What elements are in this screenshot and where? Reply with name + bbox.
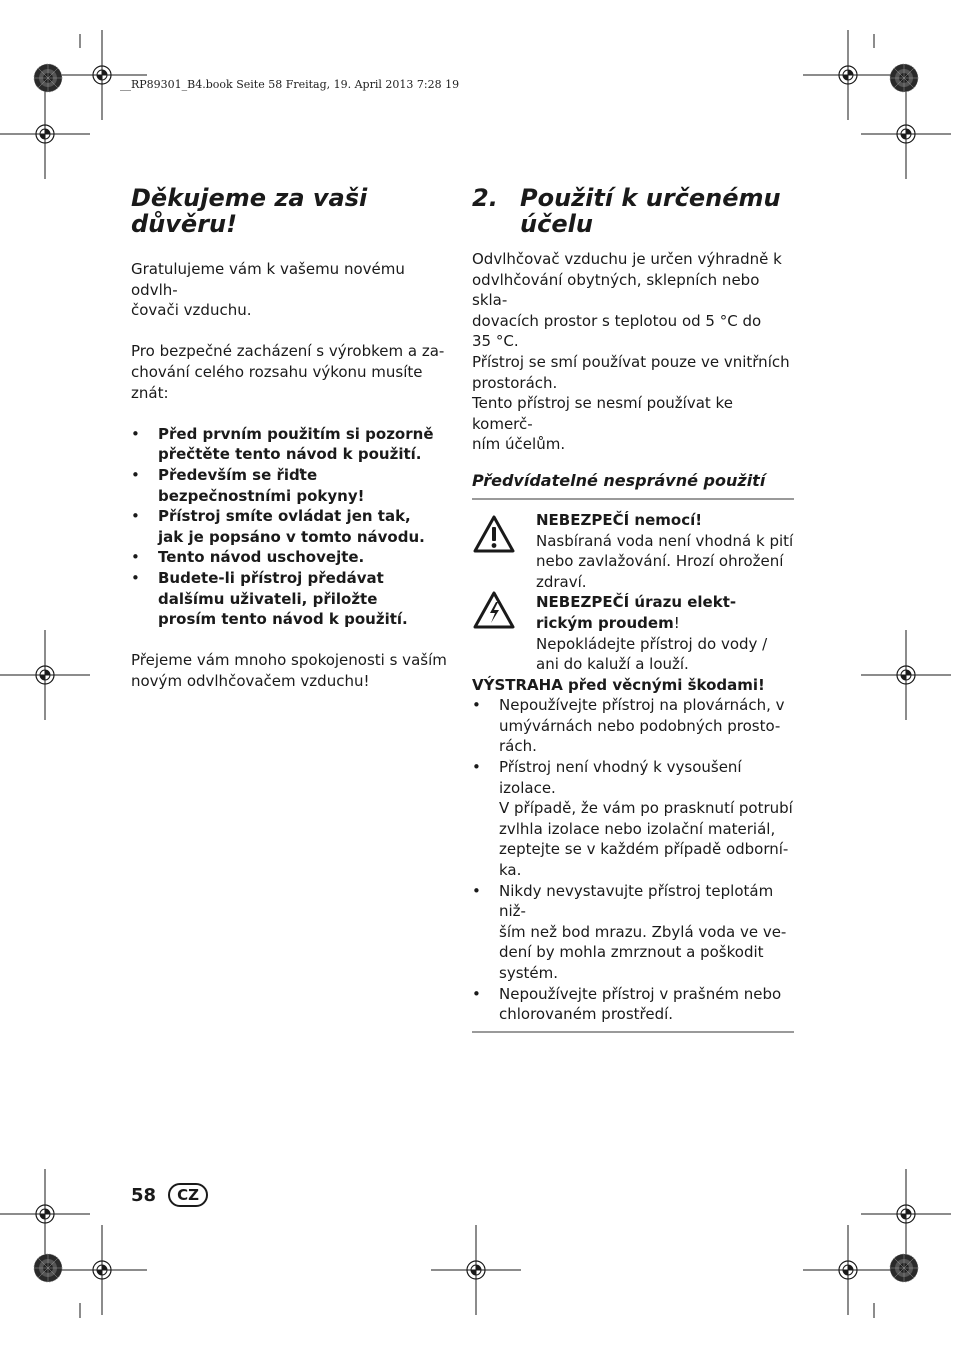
list-item: • Tento návod uschovejte. bbox=[131, 547, 453, 568]
registration-mark-icon bbox=[861, 630, 951, 720]
color-wheel-icon bbox=[890, 1254, 918, 1282]
list-item: • Nikdy nevystavujte přístroj teplotám niž- ším než bod mrazu. Zbylá voda ve ve- dení by mohla zmrznout a poškodit systém. bbox=[472, 881, 794, 984]
bottom-rule bbox=[472, 1031, 794, 1033]
section-title: Použití k určenému účelu bbox=[520, 184, 781, 238]
list-item: • Nepoužívejte přístroj v prašném nebo chlorovaném prostředí. bbox=[472, 984, 794, 1025]
registration-mark-icon bbox=[57, 30, 147, 120]
registration-mark-icon bbox=[0, 1169, 90, 1259]
registration-mark-icon bbox=[861, 1169, 951, 1259]
registration-mark-icon bbox=[57, 1225, 147, 1315]
list-item: • Nepoužívejte přístroj na plovárnách, v umývárnách nebo podobných prosto- rách. bbox=[472, 695, 794, 757]
misuse-subheading: Předvídatelné nesprávné použití bbox=[472, 470, 766, 490]
page-footer bbox=[131, 1183, 208, 1207]
property-damage-title: VÝSTRAHA před věcnými škodami! bbox=[472, 675, 765, 694]
disease-warning: NEBEZPEČÍ nemocí! Nasbíraná voda není vhodná k pití nebo zavlažování. Hrozí ohrožení zdraví. bbox=[472, 510, 794, 592]
intended-use-heading bbox=[472, 185, 794, 237]
thank-you-heading: Děkujeme za vaši důvěru! bbox=[131, 184, 368, 238]
warning-triangle-icon bbox=[472, 510, 536, 592]
list-item: • Budete-li přístroj předávat dalšímu uživateli, přiložte prosím tento návod k použití. bbox=[131, 568, 453, 630]
color-wheel-icon bbox=[34, 64, 62, 92]
property-damage-list bbox=[472, 695, 794, 1025]
key-instructions-list bbox=[131, 424, 453, 630]
country-badge: CZ bbox=[168, 1183, 208, 1207]
registration-mark-icon bbox=[803, 30, 893, 120]
list-item: • Přístroj není vhodný k vysoušení izolace. V případě, že vám po prasknutí potrubí zvlhla izolace nebo izolační materiál, zeptejte se v každém případě odborní- ka. bbox=[472, 757, 794, 881]
list-item: • Před prvním použitím si pozorně přečtěte tento návod k použití. bbox=[131, 424, 453, 465]
electric-warning: NEBEZPEČÍ úrazu elekt- rickým proudem! Nepokládejte přístroj do vody / ani do kaluží a louží. bbox=[472, 592, 794, 674]
right-column bbox=[472, 185, 794, 1033]
registration-mark-icon bbox=[0, 89, 90, 179]
list-item: • Přístroj smíte ovládat jen tak, jak je popsáno v tomto návodu. bbox=[131, 506, 453, 547]
color-wheel-icon bbox=[890, 64, 918, 92]
registration-mark-icon bbox=[803, 1225, 893, 1315]
registration-mark-icon bbox=[861, 89, 951, 179]
warning-title: NEBEZPEČÍ nemocí! bbox=[536, 510, 703, 529]
list-item: • Především se řiďte bezpečnostními pokyny! bbox=[131, 465, 453, 506]
page-number: 58 bbox=[131, 1184, 157, 1206]
section-number: 2. bbox=[472, 184, 498, 212]
electric-hazard-icon bbox=[472, 592, 536, 674]
safety-intro-text: Pro bezpečné zacházení s výrobkem a za- chování celého rozsahu výkonu musíte znát: bbox=[131, 342, 445, 402]
color-wheel-icon bbox=[34, 1254, 62, 1282]
registration-mark-icon bbox=[431, 1225, 521, 1315]
intended-use-text: Odvlhčovač vzduchu je určen výhradně k odvlhčování obytných, sklepních nebo skla- dovacích prostor s teplotou od 5 °C do 35 °C. Přístroj se smí používat pouze ve vnitřních prostorách. Tento přístroj se nesmí používat ke komerč- ním účelům. bbox=[472, 250, 790, 454]
top-rule bbox=[472, 498, 794, 500]
print-file-info: __RP89301_B4.book Seite 58 Freitag, 19. April 2013 7:28 19 bbox=[120, 78, 460, 91]
registration-mark-icon bbox=[0, 630, 90, 720]
congratulation-text: Gratulujeme vám k vašemu novému odvlh- čovači vzduchu. bbox=[131, 260, 405, 320]
closing-text: Přejeme vám mnoho spokojenosti s vaším novým odvlhčovačem vzduchu! bbox=[131, 651, 447, 690]
left-column bbox=[131, 185, 453, 691]
warning-title: NEBEZPEČÍ úrazu elekt- bbox=[536, 593, 737, 612]
